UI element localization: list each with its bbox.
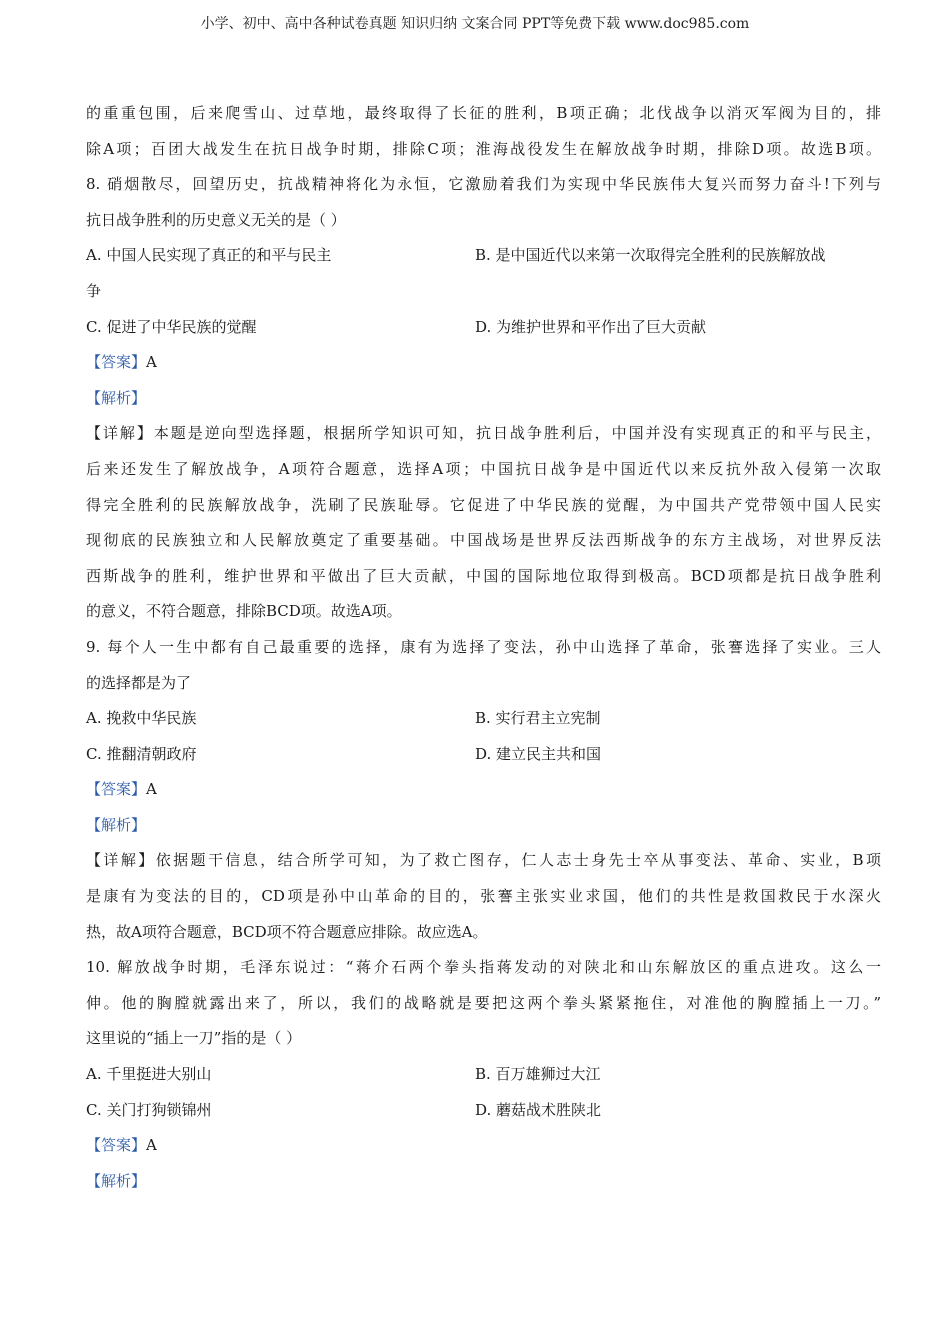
q9-detail-line: 是康有为变法的目的，CD项是孙中山革命的目的，张謇主张实业求国，他们的共性是救国救民于水深火 [86, 887, 881, 906]
q10-options-row [86, 1093, 881, 1129]
q8-detail-line: 的意义，不符合题意，排除BCD项。故选A项。 [86, 602, 402, 621]
q8-option-d: D. 为维护世界和平作出了巨大贡献 [475, 317, 707, 336]
q8-detail-line [86, 416, 881, 452]
q8-option-b: B. 是中国近代以来第一次取得完全胜利的民族解放战 [475, 246, 826, 265]
answer-tag: 【答案】 [86, 353, 147, 372]
q9-options-row [86, 737, 881, 773]
q10-answer [86, 1128, 881, 1164]
q8-detail-line: 得完全胜利的民族解放战争，洗刷了民族耻辱。它促进了中华民族的觉醒，为中国共产党带领中国人民实 [86, 495, 881, 514]
q10-option-d: D. 蘑菇战术胜陕北 [475, 1100, 602, 1119]
q8-options-row [86, 310, 881, 346]
analysis-tag: 【解析】 [86, 1171, 147, 1190]
q10-stem-line: 10. 解放战争时期，毛泽东说过：“蒋介石两个拳头指蒋发动的对陕北和山东解放区的重点进攻。这么一 [86, 958, 881, 977]
q8-stem-line: 8. 硝烟散尽，回望历史，抗战精神将化为永恒，它激励着我们为实现中华民族伟大复兴而努力奋斗!下列与 [86, 175, 881, 194]
analysis-tag: 【解析】 [86, 388, 147, 407]
q10-options-row [86, 1057, 881, 1093]
answer-value: A [146, 353, 157, 372]
q8-option-b-wrap: 争 [86, 281, 102, 300]
q8-stem-line: 抗日战争胜利的历史意义无关的是（ ） [86, 210, 346, 229]
page-header: 小学、初中、高中各种试卷真题 知识归纳 文案合同 PPT等免费下载 www.doc985.com [200, 16, 750, 32]
q10-analysis [86, 1164, 881, 1200]
q10-option-a: A. 千里挺进大别山 [86, 1065, 212, 1084]
q8-analysis [86, 381, 881, 417]
q9-option-a: A. 挽救中华民族 [86, 709, 197, 728]
q10-stem-line: 伸。他的胸膛就露出来了，所以，我们的战略就是要把这两个拳头紧紧拖住，对准他的胸膛插上一刀。” [86, 993, 881, 1012]
detail-text: 本题是逆向型选择题，根据所学知识可知，抗日战争胜利后，中国并没有实现真正的和平与民主， [153, 424, 881, 443]
q8-options-row [86, 238, 881, 274]
q8-detail-line: 现彻底的民族独立和人民解放奠定了重要基础。中国战场是世界反法西斯战争的东方主战场，对世界反法 [86, 531, 881, 550]
q9-option-b: B. 实行君主立宪制 [475, 709, 601, 728]
detail-tag: 【详解】 [86, 851, 156, 870]
q8-detail-line: 西斯战争的胜利，维护世界和平做出了巨大贡献，中国的国际地位取得到极高。BCD项都是抗日战争胜利 [86, 566, 881, 585]
q9-stem-line: 9. 每个人一生中都有自己最重要的选择，康有为选择了变法，孙中山选择了革命，张謇选择了实业。三人 [86, 637, 881, 656]
q9-analysis [86, 808, 881, 844]
q10-option-c: C. 关门打狗锁锦州 [86, 1100, 212, 1119]
q9-detail-line [86, 843, 881, 879]
answer-value: A [146, 1136, 157, 1155]
q9-detail-line: 热，故A项符合题意，BCD项不符合题意应排除。故应选A。 [86, 922, 488, 941]
paragraph-line: 除A项；百团大战发生在抗日战争时期，排除C项；淮海战役发生在解放战争时期，排除D项。故选B项。 [86, 139, 881, 158]
q10-option-b: B. 百万雄狮过大江 [475, 1065, 601, 1084]
q8-detail-line: 后来还发生了解放战争，A项符合题意，选择A项；中国抗日战争是中国近代以来反抗外敌入侵第一次取 [86, 459, 881, 478]
answer-value: A [146, 780, 157, 799]
q8-option-c: C. 促进了中华民族的觉醒 [86, 317, 257, 336]
answer-tag: 【答案】 [86, 1136, 147, 1155]
q9-option-d: D. 建立民主共和国 [475, 744, 602, 763]
q10-stem-line: 这里说的“插上一刀”指的是（ ） [86, 1029, 302, 1048]
detail-tag: 【详解】 [86, 424, 154, 443]
q9-stem-line: 的选择都是为了 [86, 673, 192, 692]
paragraph-line: 的重重包围，后来爬雪山、过草地，最终取得了长征的胜利，B项正确；北伐战争以消灭军阀为目的，排 [86, 104, 881, 122]
answer-tag: 【答案】 [86, 780, 147, 799]
document-body [86, 96, 881, 1199]
q8-answer [86, 345, 881, 381]
q9-answer [86, 772, 881, 808]
detail-text: 依据题干信息，结合所学可知，为了救亡图存，仁人志士身先士卒从事变法、革命、实业，B项 [155, 851, 881, 870]
q8-option-a: A. 中国人民实现了真正的和平与民主 [86, 246, 332, 265]
q9-option-c: C. 推翻清朝政府 [86, 744, 197, 763]
q9-options-row [86, 701, 881, 737]
analysis-tag: 【解析】 [86, 815, 147, 834]
